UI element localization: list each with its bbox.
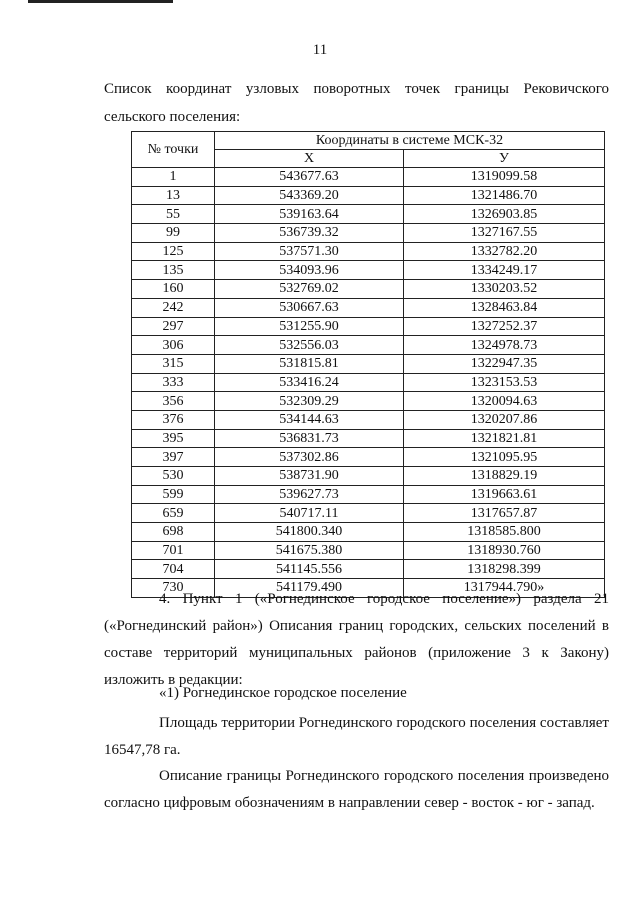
cell-x: 532309.29 — [215, 392, 404, 411]
paragraph-4-line-1: 4. Пункт 1 («Рогнединское городское поселение») раздела 21 — [159, 591, 609, 607]
cell-point-number: 297 — [132, 317, 215, 336]
cell-point-number: 125 — [132, 242, 215, 261]
cell-x: 541179.490 — [215, 579, 404, 598]
cell-x: 536739.32 — [215, 224, 404, 243]
cell-x: 543677.63 — [215, 168, 404, 187]
cell-point-number: 730 — [132, 579, 215, 598]
table-row — [132, 336, 605, 355]
cell-point-number: 698 — [132, 523, 215, 542]
table-row — [132, 224, 605, 243]
cell-point-number: 160 — [132, 280, 215, 299]
cell-point-number: 599 — [132, 485, 215, 504]
cell-y: 1322947.35 — [404, 354, 605, 373]
intro-line-2: сельского поселения: — [104, 109, 241, 125]
cell-point-number: 356 — [132, 392, 215, 411]
table-row — [132, 392, 605, 411]
cell-y: 1318298.399 — [404, 560, 605, 579]
cell-x: 538731.90 — [215, 467, 404, 486]
cell-y: 1326903.85 — [404, 205, 605, 224]
table-row — [132, 541, 605, 560]
table-row — [132, 261, 605, 280]
cell-x: 541675.380 — [215, 541, 404, 560]
intro-line-1: Список координат узловых поворотных точек границы Рековичского — [104, 81, 609, 97]
cell-x: 543369.20 — [215, 186, 404, 205]
cell-x: 534093.96 — [215, 261, 404, 280]
cell-y: 1317657.87 — [404, 504, 605, 523]
table-row — [132, 410, 605, 429]
cell-y: 1321486.70 — [404, 186, 605, 205]
table-row — [132, 242, 605, 261]
cell-x: 539163.64 — [215, 205, 404, 224]
area-line-2: 16547,78 га. — [104, 742, 181, 758]
cell-y: 1321821.81 — [404, 429, 605, 448]
cell-point-number: 13 — [132, 186, 215, 205]
cell-point-number: 242 — [132, 298, 215, 317]
cell-y: 1317944.790» — [404, 579, 605, 598]
cell-y: 1327252.37 — [404, 317, 605, 336]
cell-x: 532556.03 — [215, 336, 404, 355]
cell-x: 541800.340 — [215, 523, 404, 542]
table-row — [132, 186, 605, 205]
table-row — [132, 448, 605, 467]
cell-point-number: 99 — [132, 224, 215, 243]
paragraph-4-line-4: изложить в редакции: — [104, 672, 243, 688]
cell-point-number: 659 — [132, 504, 215, 523]
cell-point-number: 333 — [132, 373, 215, 392]
table-row — [132, 168, 605, 187]
cell-y: 1321095.95 — [404, 448, 605, 467]
cell-x: 540717.11 — [215, 504, 404, 523]
cell-x: 537571.30 — [215, 242, 404, 261]
cell-x: 533416.24 — [215, 373, 404, 392]
cell-y: 1324978.73 — [404, 336, 605, 355]
cell-y: 1323153.53 — [404, 373, 605, 392]
table-row — [132, 504, 605, 523]
cell-point-number: 135 — [132, 261, 215, 280]
page-number: 11 — [312, 42, 328, 58]
table-row — [132, 429, 605, 448]
cell-point-number: 55 — [132, 205, 215, 224]
area-paragraph — [104, 715, 609, 759]
cell-point-number: 397 — [132, 448, 215, 467]
cell-x: 536831.73 — [215, 429, 404, 448]
cell-y: 1319663.61 — [404, 485, 605, 504]
top-rule — [28, 0, 173, 3]
cell-x: 541145.556 — [215, 560, 404, 579]
cell-x: 530667.63 — [215, 298, 404, 317]
cell-y: 1320207.86 — [404, 410, 605, 429]
cell-y: 1334249.17 — [404, 261, 605, 280]
table-row — [132, 467, 605, 486]
subheading: «1) Рогнединское городское поселение — [159, 685, 407, 701]
table-row — [132, 205, 605, 224]
description-paragraph — [104, 768, 609, 812]
cell-y: 1318585.800 — [404, 523, 605, 542]
cell-y: 1319099.58 — [404, 168, 605, 187]
cell-point-number: 1 — [132, 168, 215, 187]
cell-point-number: 395 — [132, 429, 215, 448]
table-row — [132, 298, 605, 317]
cell-x: 532769.02 — [215, 280, 404, 299]
cell-y: 1318829.19 — [404, 467, 605, 486]
coordinates-table-body — [132, 168, 605, 598]
description-line-1: Описание границы Рогнединского городского поселения произведено — [159, 768, 609, 784]
paragraph-4 — [104, 590, 609, 698]
paragraph-4-line-3: составе территорий муниципальных районов (приложение 3 к Закону) — [104, 645, 609, 661]
table-row — [132, 280, 605, 299]
cell-point-number: 376 — [132, 410, 215, 429]
cell-point-number: 315 — [132, 354, 215, 373]
table-row — [132, 485, 605, 504]
cell-point-number: 530 — [132, 467, 215, 486]
area-line-1: Площадь территории Рогнединского городского поселения составляет — [159, 715, 609, 731]
cell-point-number: 306 — [132, 336, 215, 355]
cell-y: 1318930.760 — [404, 541, 605, 560]
paragraph-4-line-2: («Рогнединский район») Описания границ городских, сельских поселений в — [104, 618, 609, 634]
table-row — [132, 317, 605, 336]
coordinates-table — [131, 131, 605, 598]
cell-x: 531255.90 — [215, 317, 404, 336]
cell-x: 539627.73 — [215, 485, 404, 504]
table-row — [132, 560, 605, 579]
table-row — [132, 373, 605, 392]
header-coordinate-system: Координаты в системе МСК-32 — [215, 132, 605, 150]
cell-x: 534144.63 — [215, 410, 404, 429]
cell-point-number: 704 — [132, 560, 215, 579]
cell-y: 1332782.20 — [404, 242, 605, 261]
cell-point-number: 701 — [132, 541, 215, 560]
cell-y: 1328463.84 — [404, 298, 605, 317]
header-x: X — [215, 150, 404, 168]
header-y: У — [404, 150, 605, 168]
cell-y: 1330203.52 — [404, 280, 605, 299]
cell-x: 531815.81 — [215, 354, 404, 373]
header-point-number: № точки — [132, 132, 215, 168]
cell-x: 537302.86 — [215, 448, 404, 467]
table-row — [132, 354, 605, 373]
cell-y: 1320094.63 — [404, 392, 605, 411]
description-line-2: согласно цифровым обозначениям в направлении север - восток - юг - запад. — [104, 795, 595, 811]
cell-y: 1327167.55 — [404, 224, 605, 243]
table-row — [132, 523, 605, 542]
